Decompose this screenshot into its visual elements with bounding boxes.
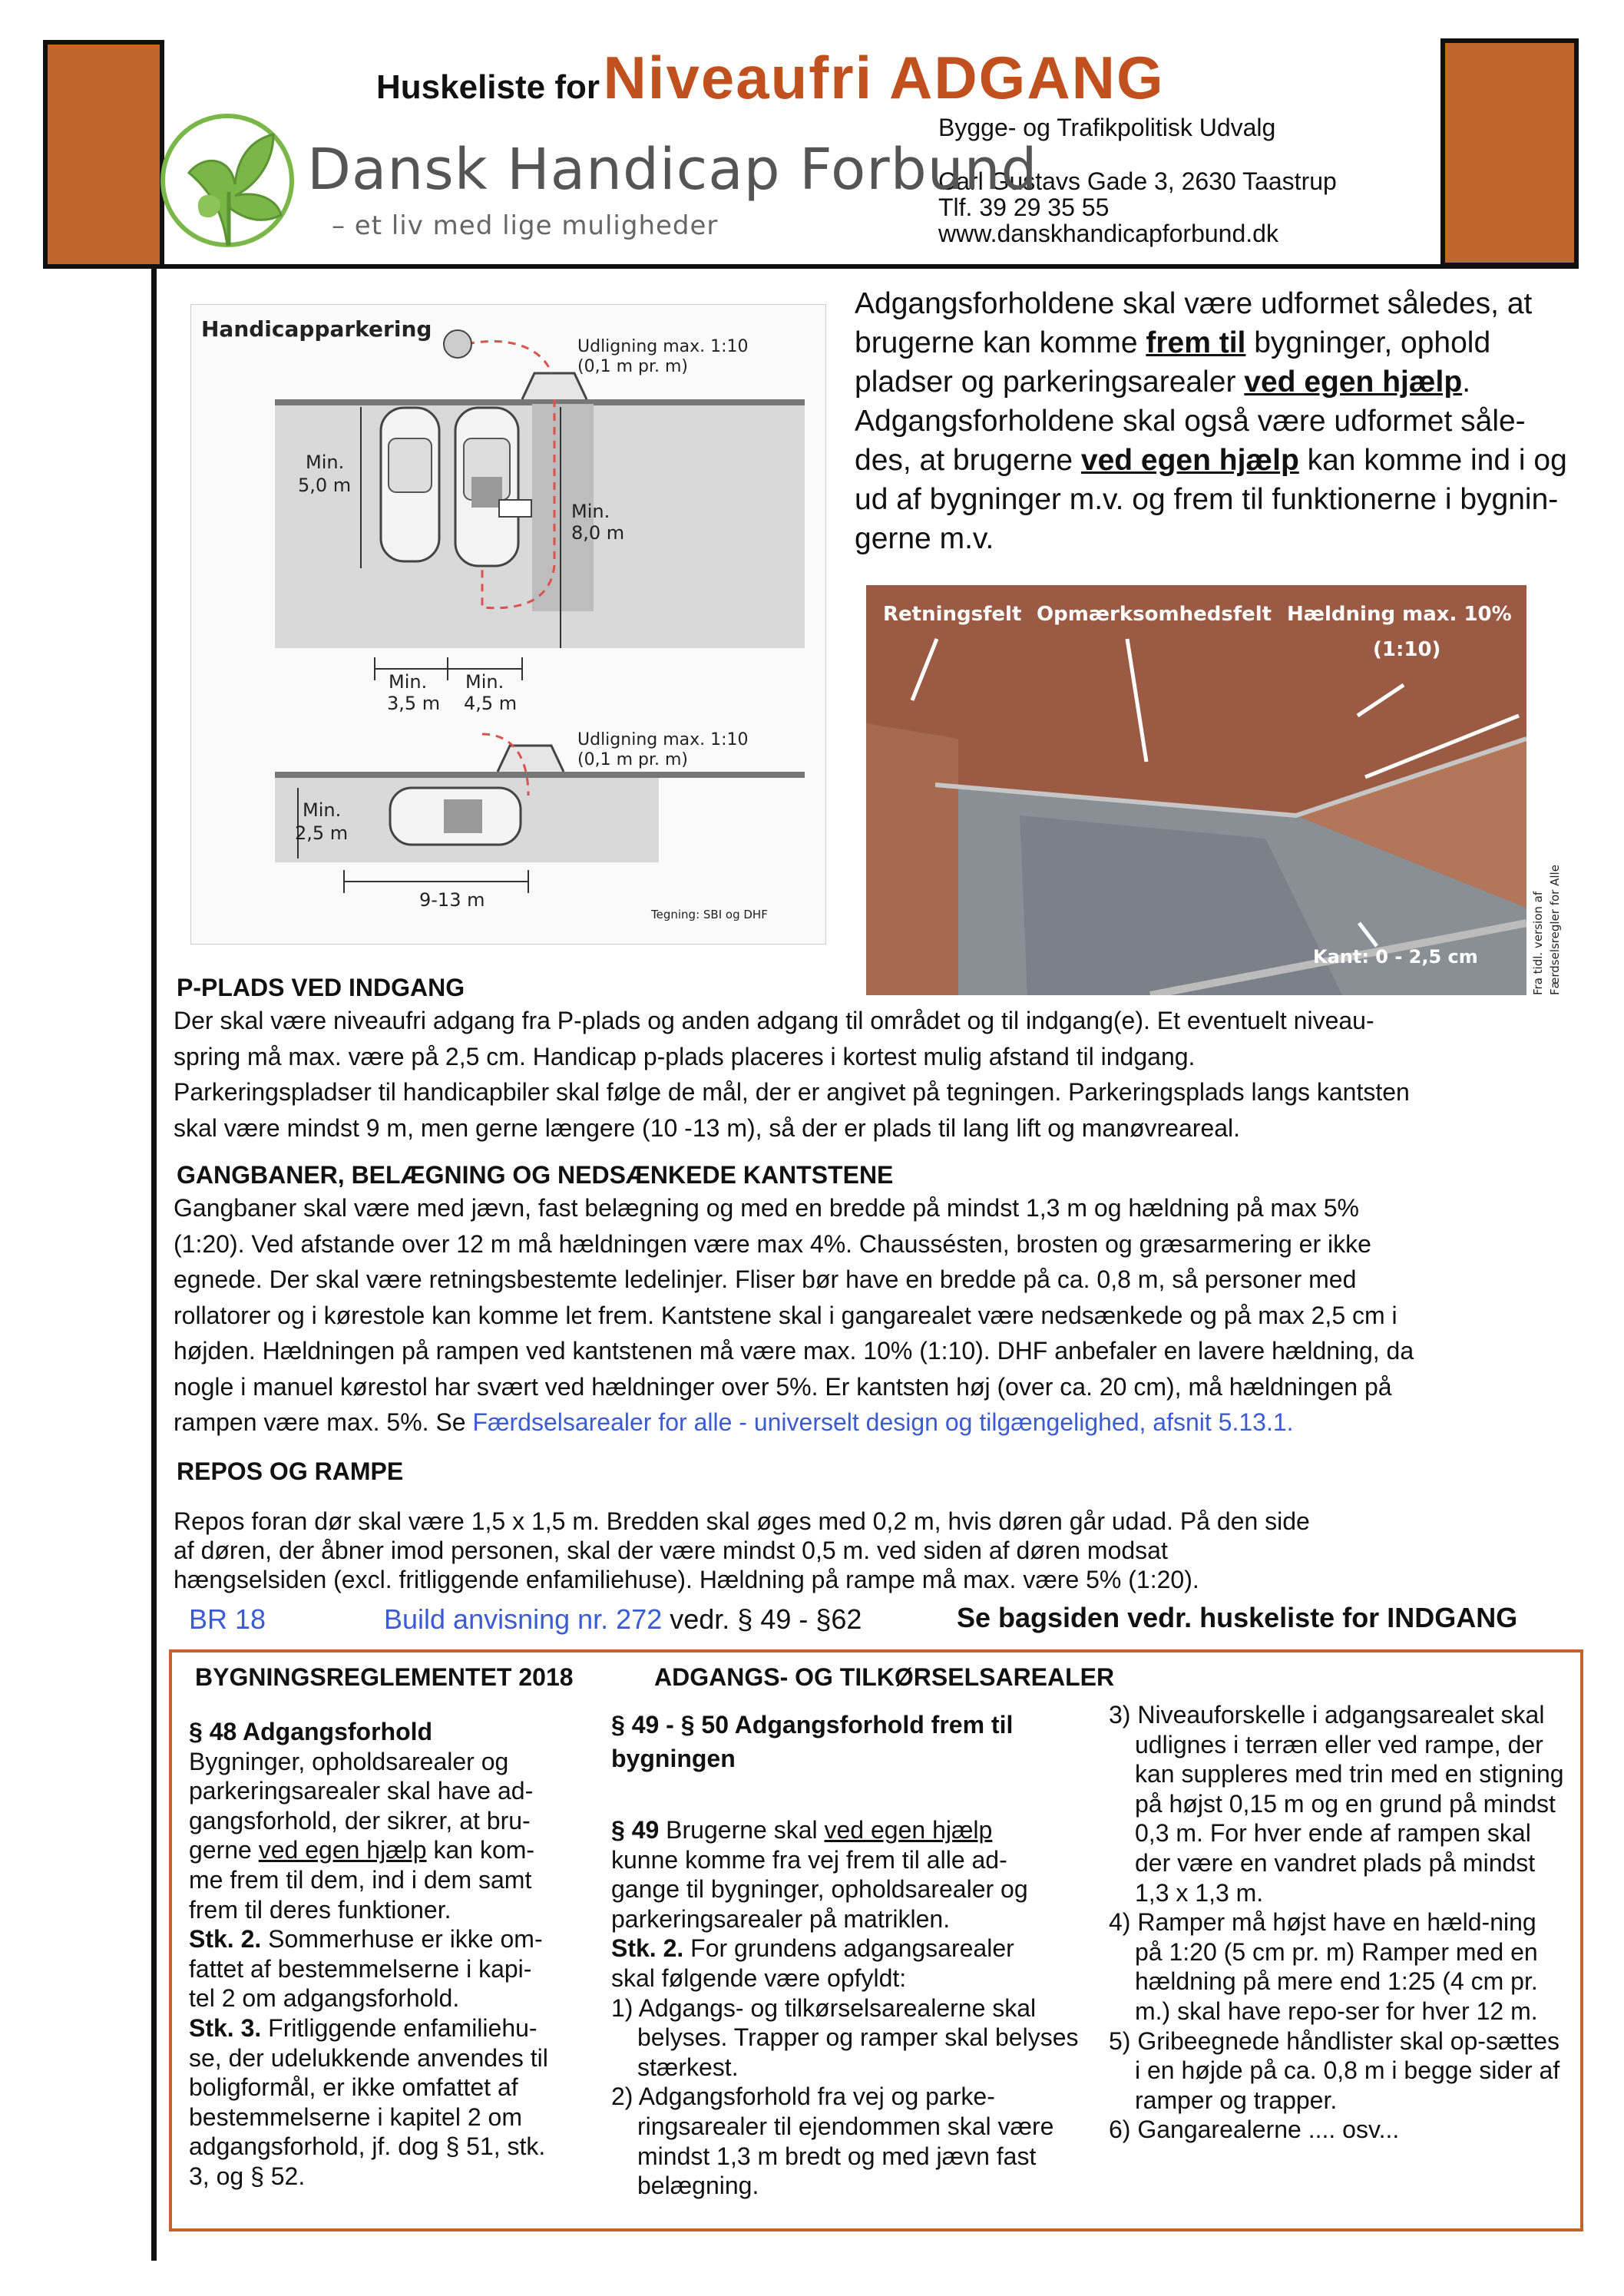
drawing-label: Min. — [571, 501, 610, 522]
intro-text: kan komme ind i og — [1298, 444, 1567, 477]
logo-tagline: – et liv med lige muligheder — [332, 210, 719, 241]
col1-text: Fritliggende enfamiliehu- — [261, 2013, 537, 2042]
list-item: 2) Adgangsforhold fra vej og parke-ringsarealer til ejendommen skal være mindst 1,3 m bredt og med jævn fast belægning. — [611, 2083, 1054, 2200]
repos-text — [174, 1507, 1586, 1594]
col1-text: gerne — [189, 1836, 259, 1864]
section-title-repos: REPOS OG RAMPE — [177, 1457, 404, 1485]
wheelchair-icon — [471, 477, 502, 508]
build-reference — [384, 1603, 862, 1636]
intro-line: gerne m.v. — [855, 522, 994, 555]
col2-line — [611, 1934, 1103, 1964]
pplads-line: Parkeringspladser til handicapbiler skal følge de mål, der er angivet på tegningen. Parkeringsplads langs kantsten — [174, 1078, 1410, 1106]
col2-line: gange til bygninger, opholdsarealer og — [611, 1875, 1028, 1904]
corner-block-right — [1440, 38, 1579, 267]
stk-label: Stk. 2. — [189, 1925, 262, 1954]
website: www.danskhandicapforbund.dk — [938, 220, 1278, 247]
header-divider — [43, 264, 1579, 269]
title-prefix: Huskeliste for — [376, 68, 600, 106]
left-margin-rule — [151, 264, 157, 2261]
drawing-label: Min. — [303, 799, 342, 821]
corner-block-left — [43, 40, 164, 269]
col1-line: bestemmelserne i kapitel 2 om — [189, 2102, 522, 2131]
repos-line: Repos foran dør skal være 1,5 x 1,5 m. Bredden skal øges med 0,2 m, hvis døren går udad. På den side — [174, 1507, 1310, 1535]
col1-line: me frem til dem, ind i dem samt — [189, 1865, 532, 1894]
col2-title: bygningen — [611, 1745, 736, 1772]
drawing-credit: Tegning: SBI og DHF — [651, 908, 768, 921]
col1-line: se, der udelukkende anvendes til — [189, 2043, 548, 2072]
gangbaner-line: rollatorer og i kørestole kan komme let frem. Kantstene skal i gangarealet være nedsænkede og på max 2,5 cm i — [174, 1301, 1397, 1329]
col-requirements — [1109, 1700, 1562, 2145]
col1-line — [189, 1924, 604, 1954]
intro-line: ud af bygninger m.v. og frem til funktionerne i bygnin- — [855, 483, 1559, 516]
col2-text: For grundens adgangsarealer — [683, 1934, 1014, 1963]
col-paragraph-49-50 — [611, 1708, 1103, 2201]
intro-text: des, at brugerne — [855, 444, 1081, 477]
intro-emphasis: ved egen hjælp — [1080, 444, 1299, 477]
photo-label: Kant: 0 - 2,5 cm — [1313, 946, 1478, 968]
intro-line: Adgangsforholdene skal også være udformet såle- — [855, 405, 1526, 438]
repos-line: hængselsiden (excl. fritliggende enfamiliehuse). Hældning på rampe må max. være 5% (1:20). — [174, 1566, 1199, 1593]
gangbaner-line: Gangbaner skal være med jævn, fast belægning og med en bredde på mindst 1,3 m og hældning på max 5% — [174, 1194, 1359, 1222]
list-item: 6) Gangarealerne .... osv... — [1109, 2116, 1400, 2144]
list-item: 1) Adgangs- og tilkørselsarealerne skal belyses. Trapper og ramper skal belyses stærkest. — [611, 1993, 1079, 2081]
drawing-label: Udligning max. 1:10 — [577, 730, 749, 749]
pplads-text — [174, 1003, 1586, 1146]
pplads-line: spring må max. være på 2,5 cm. Handicap p-plads placeres i kortest mulig afstand til indgang. — [174, 1042, 1196, 1070]
col1-line: fattet af bestemmelserne i kapi- — [189, 1954, 532, 1983]
repos-line: af døren, der åbner imod personen, skal der være mindst 0,5 m. ved siden af døren modsat — [174, 1537, 1168, 1564]
drawing-label: Udligning max. 1:10 — [577, 337, 749, 356]
box-title-left: BYGNINGSREGLEMENTET 2018 — [195, 1663, 574, 1691]
col1-line: tel 2 om adgangsforhold. — [189, 1984, 460, 2013]
wheelchair-icon — [444, 799, 482, 833]
paragraph-ref: vedr. § 49 - §62 — [662, 1603, 862, 1635]
col1-line: adgangsforhold, jf. dog § 51, stk. — [189, 2132, 546, 2161]
list-item: 5) Gribeegnede håndlister skal op-sættes i en højde på ca. 0,8 m i begge sider af ramper og trapper. — [1109, 2026, 1560, 2114]
col2-line: parkeringsarealer på matriklen. — [611, 1904, 951, 1933]
drawing-label: 2,5 m — [295, 822, 349, 844]
drawing-label: Min. — [389, 671, 428, 693]
col2-emphasis: ved egen hjælp — [824, 1816, 993, 1844]
gangbaner-text-part: rampen være max. 5%. Se — [174, 1408, 473, 1436]
gangbaner-line: (1:20). Ved afstande over 12 m må hældningen være max 4%. Chaussésten, brosten og græsarmering er ikke — [174, 1229, 1371, 1258]
section-title-gangbaner: GANGBANER, BELÆGNING OG NEDSÆNKEDE KANTSTENE — [177, 1161, 894, 1189]
logo-name: Dansk Handicap Forbund — [307, 137, 1038, 203]
photo-label: Opmærksomhedsfelt — [1037, 603, 1272, 626]
stk-label: Stk. 3. — [189, 2013, 262, 2042]
pplads-line: Der skal være niveaufri adgang fra P-plads og anden adgang til området og til indgang(e). Et eventuelt niveau- — [174, 1007, 1374, 1034]
drawing-label: 5,0 m — [298, 475, 352, 496]
drawing-label: 9-13 m — [419, 889, 485, 911]
box-title-right: ADGANGS- OG TILKØRSELSAREALER — [654, 1663, 1115, 1691]
col1-line: gangsforhold, der sikrer, at bru- — [189, 1806, 531, 1834]
col1-title: § 48 Adgangsforhold — [189, 1718, 433, 1745]
photo-label: (1:10) — [1373, 638, 1441, 661]
drawing-label: 8,0 m — [571, 522, 625, 544]
list-item: 4) Ramper må højst have en hæld-ning på 1:20 (5 cm pr. m) Ramper med en hældning på mere end 1:25 (4 cm pr. m.) skal have repo-ser for hver 12 m. — [1109, 1908, 1538, 2025]
col1-line: parkeringsarealer skal have ad- — [189, 1777, 534, 1805]
drawing-label: Min. — [306, 452, 345, 473]
col2-title: § 49 - § 50 Adgangsforhold frem til — [611, 1711, 1014, 1739]
phone: Tlf. 39 29 35 55 — [938, 194, 1110, 221]
photo-side-note — [1528, 845, 1566, 995]
photo-label: Retningsfelt — [883, 603, 1022, 626]
br18-link[interactable]: BR 18 — [189, 1603, 266, 1635]
intro-text: . — [1462, 366, 1471, 399]
paragraph-label: § 49 — [611, 1816, 660, 1844]
committee: Bygge- og Trafikpolitisk Udvalg — [938, 114, 1276, 141]
address: Carl Gustavs Gade 3, 2630 Taastrup — [938, 167, 1337, 195]
gangbaner-line: egnede. Der skal være retningsbestemte ledelinjer. Fliser bør have en bredde på ca. 0,8 m, så personer med — [174, 1265, 1357, 1293]
gangbaner-line: nogle i manuel kørestol har svært ved hældninger over 5%. Er kantsten høj (over ca. 20 cm), må hældningen på — [174, 1372, 1392, 1401]
intro-line — [855, 323, 1592, 362]
col1-line — [189, 2013, 604, 2043]
col1-line: frem til deres funktioner. — [189, 1895, 451, 1924]
col1-line — [189, 1835, 604, 1865]
col1-line: 3, og § 52. — [189, 2162, 306, 2190]
col1-emphasis: ved egen hjælp — [258, 1836, 427, 1864]
drawing-label: 3,5 m — [387, 693, 441, 714]
gangbaner-line — [174, 1404, 1602, 1441]
gangbaner-text — [174, 1190, 1602, 1441]
col-paragraph-48 — [189, 1717, 604, 2192]
intro-text: brugerne kan komme — [855, 326, 1146, 359]
intro-text: pladser og parkeringsarealer — [855, 366, 1245, 399]
pplads-line: skal være mindst 9 m, men gerne længere (10 -13 m), så der er plads til lang lift og manøvreareal. — [174, 1113, 1241, 1142]
parking-drawing — [190, 304, 826, 945]
stk-label: Stk. 2. — [611, 1934, 684, 1963]
col1-line: Bygninger, opholdsarealer og — [189, 1747, 509, 1775]
drawing-label: Min. — [465, 671, 504, 693]
title-main: Niveaufri ADGANG — [603, 44, 1165, 111]
build-anvisning-link[interactable]: Build anvisning nr. 272 — [384, 1603, 663, 1635]
intro-paragraph — [855, 284, 1592, 558]
page-title — [376, 43, 1165, 113]
photo-source: Fra tidl. version af — [1531, 891, 1545, 995]
photo-label: Hældning max. 10% — [1287, 603, 1512, 626]
green-leaves-icon — [158, 100, 296, 261]
list-item: 3) Niveauforskelle i adgangsarealet skal udlignes i terræn eller ved rampe, der kan suppleres med trin med en stigning på højst 0,15 m og en grund på mindst 0,3 m. For hver ende af rampen skal der være en vandret plads på mindst 1,3 x 1,3 m. — [1109, 1701, 1564, 1907]
drawing-label: (0,1 m pr. m) — [577, 357, 688, 376]
section-title-pplads: P-PLADS VED INDGANG — [177, 974, 465, 1001]
col1-line: boligformål, er ikke omfattet af — [189, 2073, 518, 2102]
col2-text: Brugerne skal — [659, 1816, 825, 1844]
intro-line — [855, 441, 1592, 480]
faerdselsarealer-link[interactable]: Færdselsarealer for alle - universelt design og tilgængelighed, afsnit 5.13.1. — [472, 1408, 1294, 1436]
intro-line — [855, 362, 1592, 402]
intro-text: bygninger, ophold — [1245, 326, 1491, 359]
photo-source: Færdselsregler for Alle — [1548, 865, 1562, 995]
wheelchair-icon — [444, 330, 471, 358]
see-back-note: Se bagsiden vedr. huskeliste for INDGANG — [957, 1602, 1518, 1633]
drawing-title: Handicapparkering — [201, 316, 432, 342]
intro-emphasis: ved egen hjælp — [1244, 366, 1463, 399]
gangbaner-line: højden. Hældningen på rampen ved kantstenen må være max. 10% (1:10). DHF anbefaler en lavere hældning, da — [174, 1337, 1414, 1365]
col2-line — [611, 1815, 1103, 1845]
col1-text: kan kom- — [426, 1836, 535, 1864]
col2-line: skal følgende være opfyldt: — [611, 1964, 907, 1992]
intro-emphasis: frem til — [1146, 326, 1246, 359]
col1-text: Sommerhuse er ikke om- — [261, 1925, 543, 1954]
col2-line: kunne komme fra vej frem til alle ad- — [611, 1845, 1007, 1874]
intro-line: Adgangsforholdene skal være udformet således, at — [855, 287, 1533, 320]
drawing-label: 4,5 m — [464, 693, 518, 714]
drawing-label: (0,1 m pr. m) — [577, 750, 688, 769]
pavement-photo — [866, 585, 1526, 995]
